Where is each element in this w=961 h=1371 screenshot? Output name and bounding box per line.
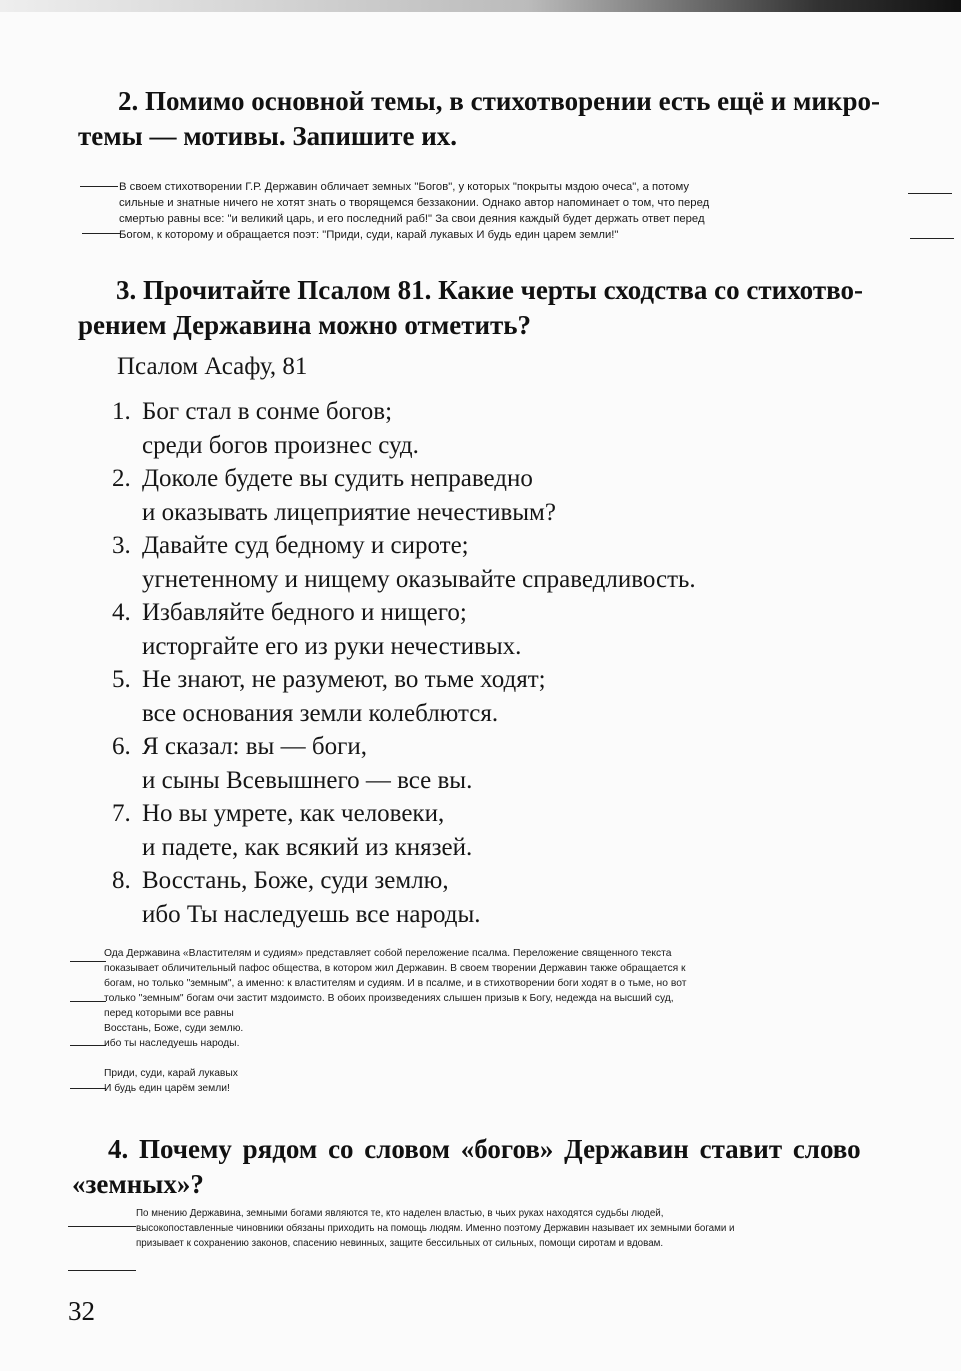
verse-number: 4. — [112, 599, 131, 626]
answer-line — [70, 961, 106, 962]
scan-edge — [0, 0, 961, 12]
task-3-heading — [78, 273, 948, 343]
psalm-verse — [112, 797, 696, 864]
answer-line — [908, 193, 952, 194]
answer-line-text: Ода Державина «Властителям и судиям» представляет собой переложение псалма. Переложение священного текста — [104, 948, 672, 959]
answer-line-text: только "земным" богам очи застит мздоимсто. В обоих произведениях слышен призыв к Богу, недежда на высший суд, — [104, 993, 674, 1004]
answer-line-text: Богом, к которому и обращается поэт: "Приди, суди, карай лукавых И будь един царем земли!" — [119, 229, 619, 241]
verse-line: Не знают, не разумеют, во тьме ходят; — [142, 666, 546, 693]
verse-number: 3. — [112, 532, 131, 559]
verse-line: все основания земли колеблются. — [142, 699, 499, 727]
psalm-verse — [112, 730, 696, 797]
answer-line-text: смертью равны все: "и великий царь, и его последний раб!" За свои деяния каждый будет держать ответ перед — [119, 213, 705, 225]
verse-number: 8. — [112, 867, 131, 894]
task-3-line-2: рением Державина можно отметить? — [78, 310, 532, 340]
answer-line — [68, 1226, 136, 1227]
task-3-answer — [104, 946, 686, 1096]
verse-line: и падете, как всякий из князей. — [142, 833, 473, 861]
task-4-answer — [136, 1206, 735, 1251]
verse-line: исторгайте его из руки нечестивых. — [142, 632, 522, 660]
psalm-title: Псалом Асафу, 81 — [117, 353, 308, 380]
psalm-verse — [112, 864, 696, 931]
psalm-verse — [112, 395, 696, 462]
verse-line: Восстань, Боже, суди землю, — [142, 867, 449, 894]
answer-line-text: По мнению Державина, земными богами являются те, кто наделен властью, в чьих руках находятся судьбы людей, — [136, 1208, 664, 1219]
task-3-line-1: 3. Прочитайте Псалом 81. Какие черты сходства со стихотво- — [116, 275, 863, 305]
verse-line: Но вы умрете, как человеки, — [142, 800, 445, 827]
verse-line: среди богов произнес суд. — [142, 431, 419, 459]
task-2-heading — [78, 84, 948, 154]
verse-line: угнетенному и нищему оказывайте справедливость. — [142, 565, 696, 593]
answer-line-text: И будь един царём земли! — [104, 1083, 230, 1094]
answer-line-text: Приди, суди, карай лукавых — [104, 1068, 238, 1079]
verse-line: ибо Ты наследуешь все народы. — [142, 900, 481, 928]
task-2-line-1: 2. Помимо основной темы, в стихотворении есть ещё и микро- — [118, 86, 880, 116]
psalm-verse — [112, 462, 696, 529]
answer-line-text: ибо ты наследуешь народы. — [104, 1038, 240, 1049]
answer-line — [70, 1045, 106, 1046]
verse-line: Бог стал в сонме богов; — [142, 398, 393, 425]
answer-line-text: богам, но только "земным", а именно: к властителям и судиям. И в псалме, и в стихотворении боги ходят в о тьме, но вот — [104, 978, 687, 989]
answer-line-text: сильные и знатные ничего не хотят знать о творящемся беззаконии. Однако автор напоминает о том, что перед — [119, 197, 710, 209]
verse-number: 6. — [112, 733, 131, 760]
verse-line: Давайте суд бедному и сироте; — [142, 532, 469, 559]
task-2-answer — [119, 179, 709, 243]
verse-number: 1. — [112, 398, 131, 425]
task-4-line-2: «земных»? — [72, 1169, 204, 1199]
answer-line — [70, 1088, 106, 1089]
answer-line-text: высокопоставленные чиновники обязаны приходить на помощь людям. Именно поэтому Державин называет их земными богами и — [136, 1223, 735, 1234]
verse-line: Доколе будете вы судить неправедно — [142, 465, 533, 492]
verse-line: Избавляйте бедного и нищего; — [142, 599, 467, 626]
answer-line-text: показывает обличительный пафос общества, в котором жил Державин. В своем творении Державин также обращается к — [104, 963, 686, 974]
answer-line-text: перед которыми все равны — [104, 1008, 234, 1019]
verse-line: и сыны Всевышнего — все вы. — [142, 766, 473, 794]
psalm-verse — [112, 663, 696, 730]
psalm-verse — [112, 529, 696, 596]
answer-line — [910, 238, 954, 239]
task-2-line-2: темы — мотивы. Запишите их. — [78, 121, 458, 151]
answer-line — [80, 186, 118, 187]
task-4-line-1: 4. Почему рядом со словом «богов» Державин ставит слово — [108, 1134, 861, 1164]
verse-line: и оказывать лицеприятие нечестивым? — [142, 498, 556, 526]
answer-line-text: Восстань, Боже, суди землю. — [104, 1023, 244, 1034]
answer-line-text — [104, 1051, 686, 1066]
psalm-verse — [112, 596, 696, 663]
verse-number: 7. — [112, 800, 131, 827]
verse-number: 5. — [112, 666, 131, 693]
answer-line — [70, 1001, 106, 1002]
answer-line — [68, 1270, 136, 1271]
answer-line — [82, 233, 120, 234]
task-4-heading — [72, 1132, 952, 1202]
answer-line-text: призывает к сохранению законов, спасению невинных, защите бессильных от сильных, помощи сиротам и вдовам. — [136, 1238, 664, 1249]
verse-number: 2. — [112, 465, 131, 492]
verse-line: Я сказал: вы — боги, — [142, 733, 367, 760]
answer-line-text: В своем стихотворении Г.Р. Державин обличает земных "Богов", у которых "покрыты мздою очеса", а потому — [119, 181, 690, 193]
page-number: 32 — [68, 1296, 95, 1326]
psalm-text — [112, 395, 696, 931]
